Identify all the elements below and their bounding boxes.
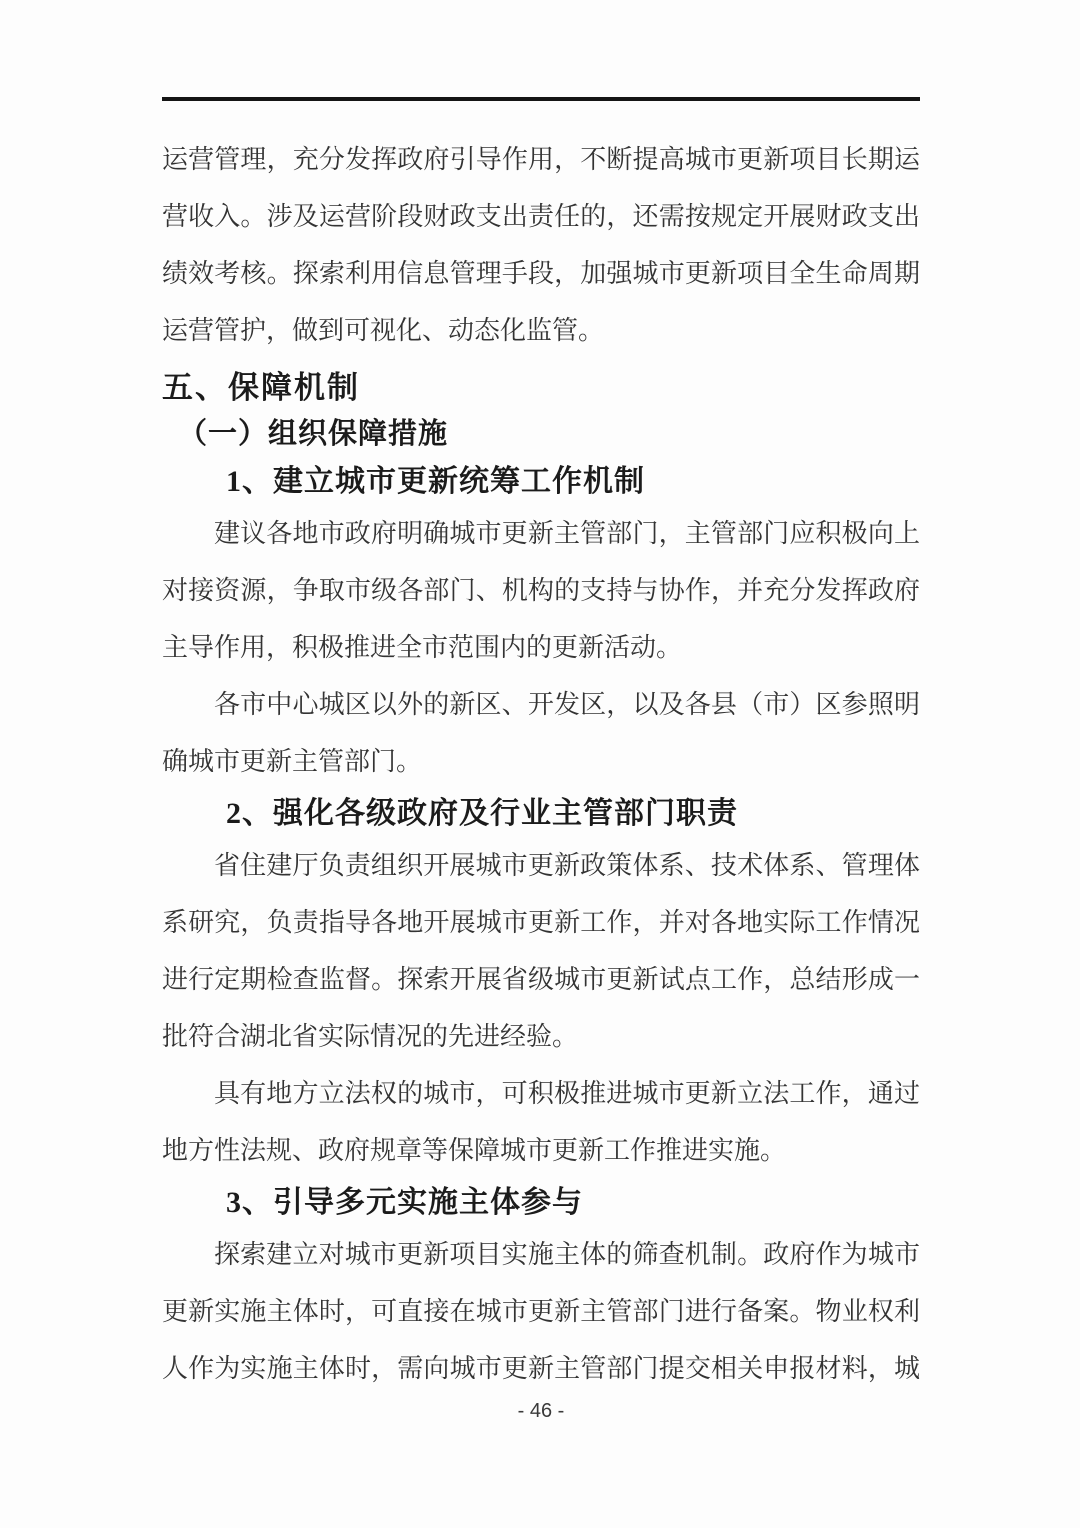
item-heading-2: 2、强化各级政府及行业主管部门职责: [226, 797, 738, 830]
paragraph-line: 地方性法规、政府规章等保障城市更新工作推进实施。: [162, 1136, 787, 1165]
item3-paragraph-a: [162, 1226, 920, 1397]
item1-paragraph-b: [162, 676, 920, 790]
paragraph-line: 系研究，负责指导各地开展城市更新工作，并对各地实际工作情况: [162, 908, 920, 937]
item2-paragraph-a: [162, 837, 920, 1065]
paragraph-line: 绩效考核。探索利用信息管理手段，加强城市更新项目全生命周期: [162, 259, 920, 288]
subsection-heading: （一）组织保障措施: [178, 418, 449, 450]
paragraph-line: 确城市更新主管部门。: [162, 747, 423, 776]
page-content: [162, 97, 920, 1423]
item2-paragraph-b: [162, 1065, 920, 1179]
paragraph-line: 进行定期检查监督。探索开展省级城市更新试点工作，总结形成一: [162, 965, 920, 994]
paragraph-line: 运营管护，做到可视化、动态化监管。: [162, 316, 605, 345]
intro-paragraph: [162, 131, 920, 359]
paragraph-line: 对接资源，争取市级各部门、机构的支持与协作，并充分发挥政府: [162, 576, 920, 605]
section-heading-main: 五、保障机制: [162, 370, 360, 405]
paragraph-line: 运营管理，充分发挥政府引导作用，不断提高城市更新项目长期运: [162, 145, 920, 174]
paragraph-line: 省住建厅负责组织开展城市更新政策体系、技术体系、管理体: [214, 851, 920, 880]
item1-paragraph-a: [162, 505, 920, 676]
paragraph-line: 探索建立对城市更新项目实施主体的筛查机制。政府作为城市: [214, 1240, 920, 1269]
paragraph-line: 人作为实施主体时，需向城市更新主管部门提交相关申报材料，城: [162, 1354, 920, 1383]
header-rule: [162, 97, 920, 101]
paragraph-line: 批符合湖北省实际情况的先进经验。: [162, 1022, 579, 1051]
paragraph-line: 具有地方立法权的城市，可积极推进城市更新立法工作，通过: [214, 1079, 920, 1108]
paragraph-line: 主导作用，积极推进全市范围内的更新活动。: [162, 633, 683, 662]
paragraph-line: 更新实施主体时，可直接在城市更新主管部门进行备案。物业权利: [162, 1297, 920, 1326]
paragraph-line: 营收入。涉及运营阶段财政支出责任的，还需按规定开展财政支出: [162, 202, 920, 231]
paragraph-line: 各市中心城区以外的新区、开发区，以及各县（市）区参照明: [214, 690, 920, 719]
page-number: - 46 -: [517, 1400, 565, 1422]
item-heading-3: 3、引导多元实施主体参与: [226, 1186, 583, 1219]
item-heading-1: 1、建立城市更新统筹工作机制: [226, 465, 645, 498]
paragraph-line: 建议各地市政府明确城市更新主管部门，主管部门应积极向上: [214, 519, 920, 548]
